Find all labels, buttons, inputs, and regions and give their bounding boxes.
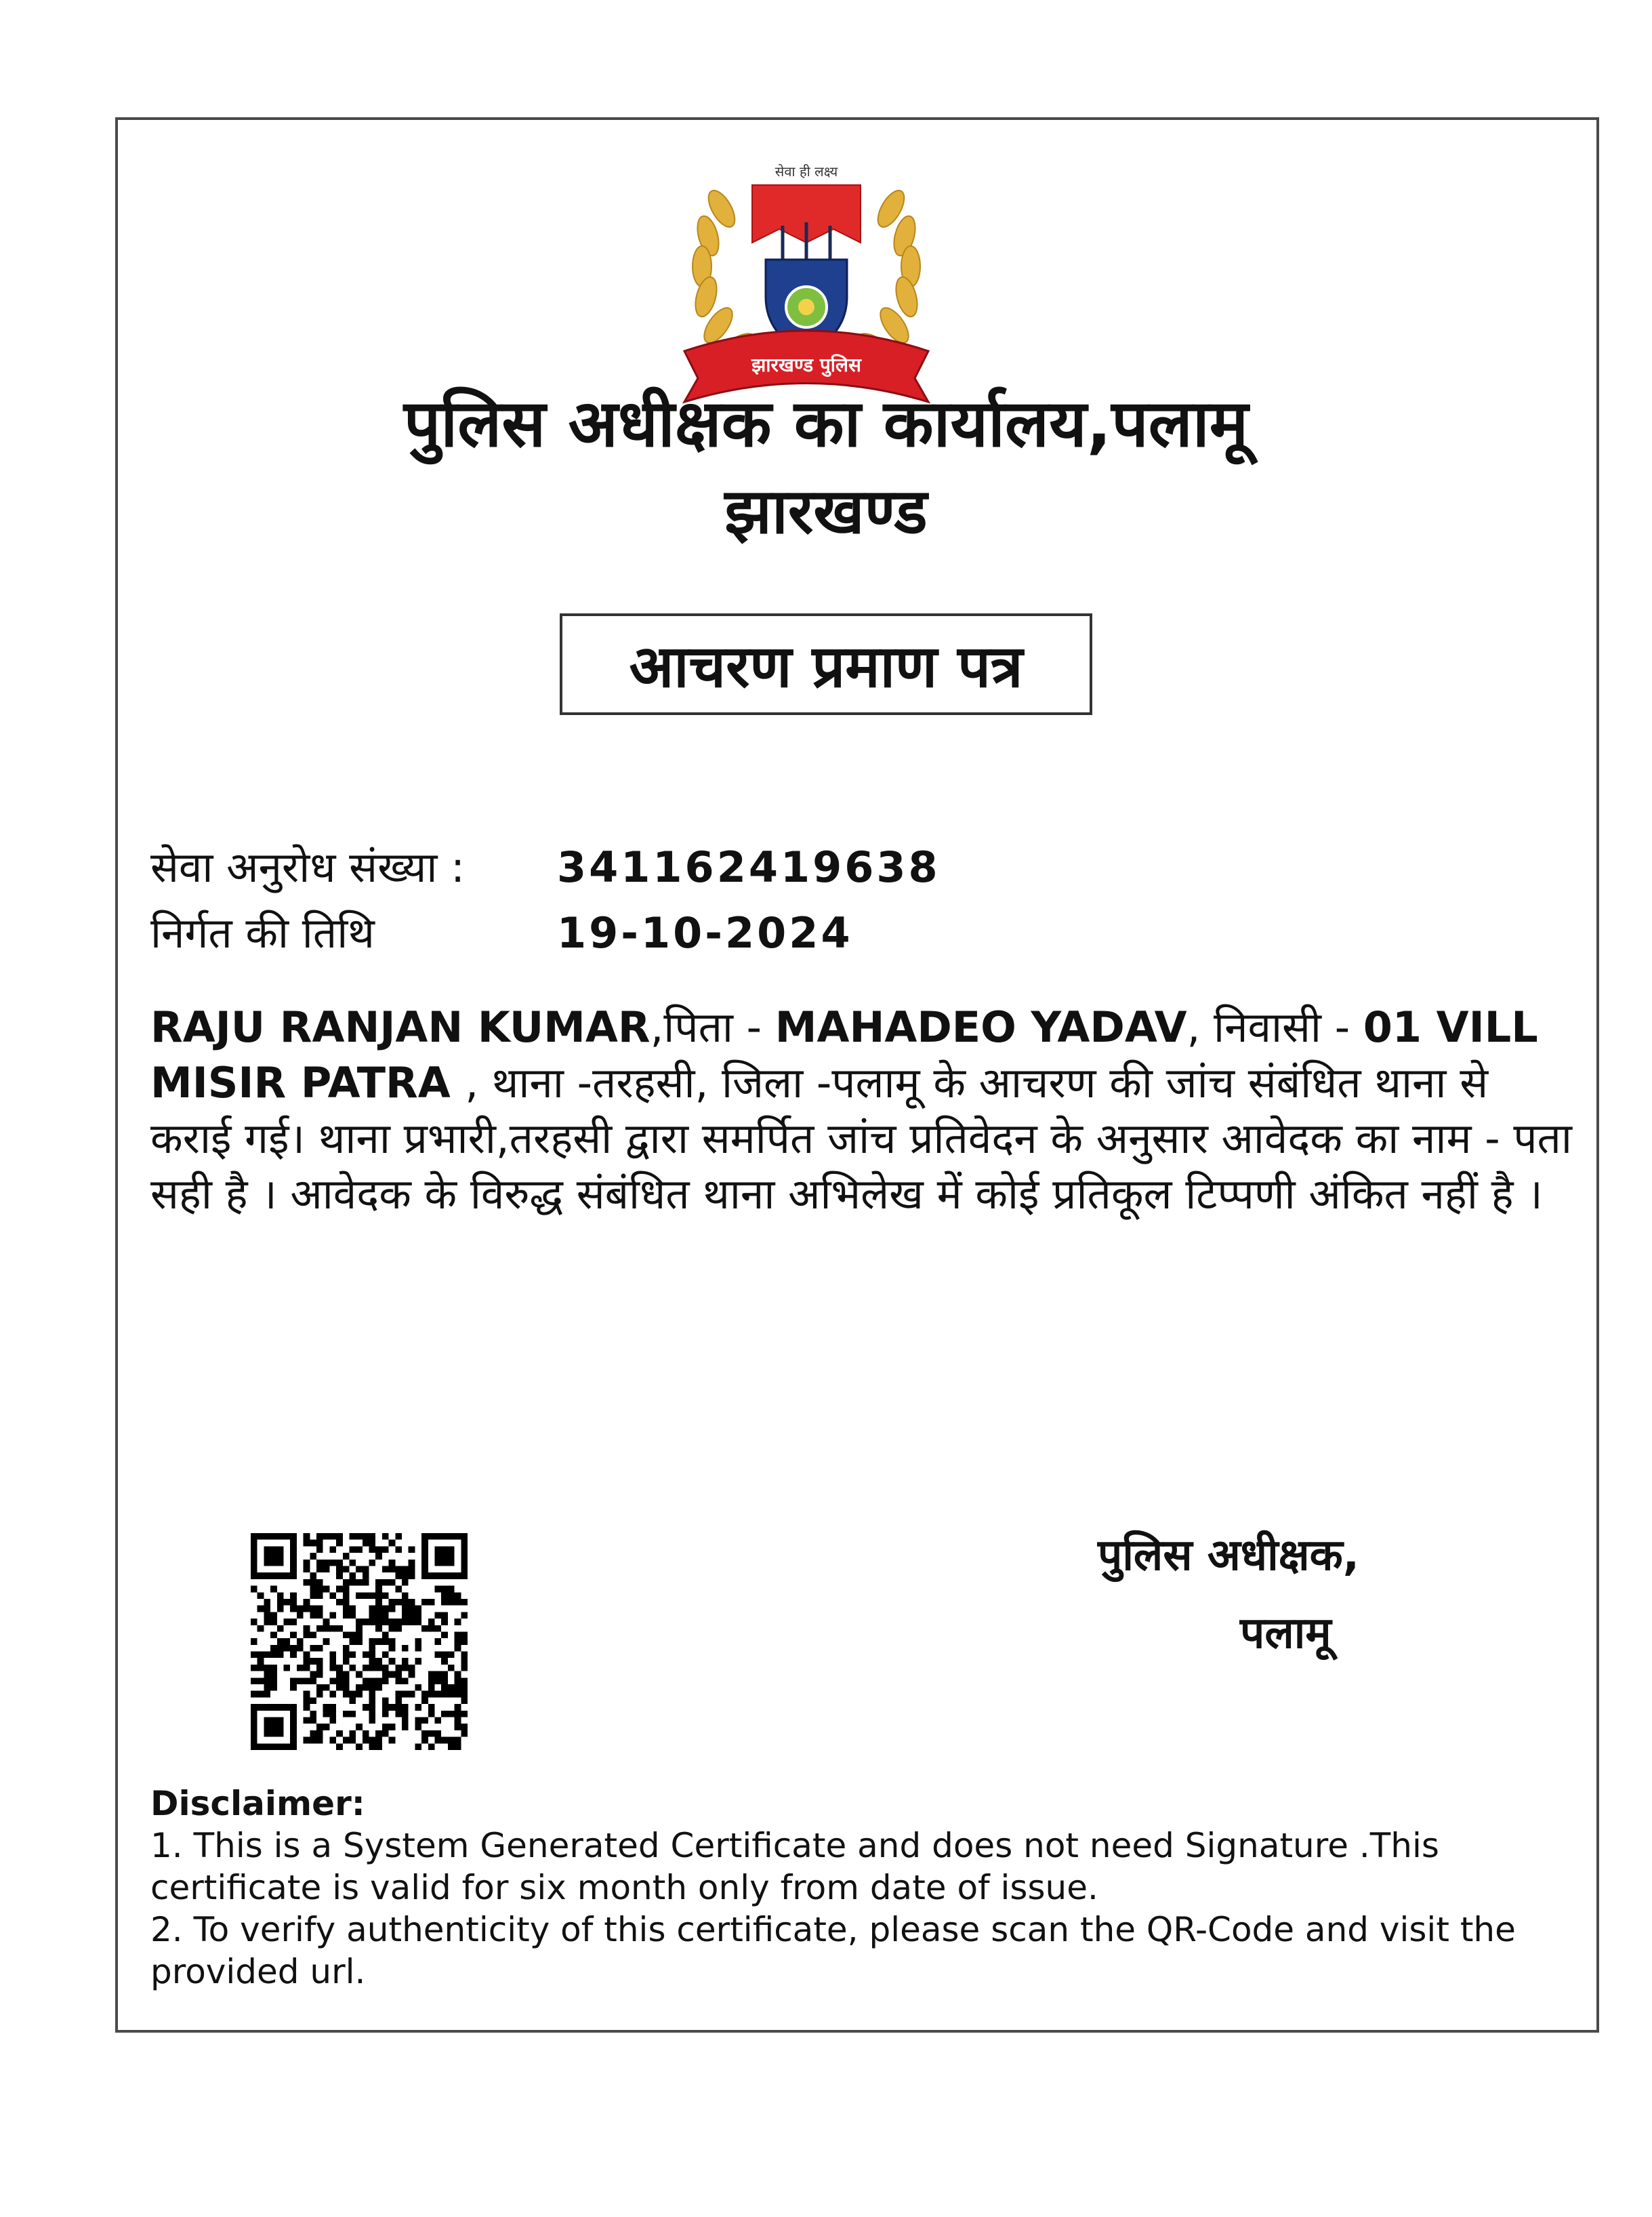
request-number-row [150,837,941,898]
office-title: पुलिस अधीक्षक का कार्यालय,पलामू [403,386,1249,462]
request-number-value: 341162419638 [557,842,941,892]
disclaimer-point-2: 2. To verify authenticity of this certificate, please scan the QR-Code and visit the provided url. [150,1910,1516,1991]
disclaimer-heading: Disclaimer: [150,1784,365,1823]
certificate-body [150,1000,1573,1222]
request-number-label: सेवा अनुरोध संख्या : [150,842,465,892]
qr-code[interactable] [251,1533,468,1750]
emblem-ribbon-text: झारखण्ड पुलिस [751,354,861,376]
father-label: ,पिता - [650,1002,775,1052]
certificate-title-text: आचरण प्रमाण पत्र [629,632,1023,701]
father-name: MAHADEO YADAV [775,1002,1187,1052]
signatory-district: पलामू [1240,1608,1331,1659]
verification-text: , थाना -तरहसी, जिला -पलामू के आचरण की जांच संबंधित थाना से कराई गई। थाना प्रभारी,तरहसी द्वारा समर्पित जांच प्रतिवेदन के अनुसार आवेदक का नाम - पता सही है । आवेदक के विरुद्ध संबंधित थाना अभिलेख में कोई प्रतिकूल टिप्पणी अंकित नहीं है । [150,1058,1572,1219]
emblem-motto: सेवा ही लक्ष्य [775,163,838,180]
signatory-designation: पुलिस अधीक्षक, [1098,1530,1360,1581]
issue-date-row [150,903,853,964]
issue-date-value: 19-10-2024 [557,908,853,958]
state-title: झारखण्ड [724,475,928,548]
disclaimer-point-1: 1. This is a System Generated Certificate and does not need Signature .This certificate is valid for six month only from date of issue. [150,1826,1439,1907]
disclaimer [150,1783,1540,1993]
certificate-title [560,613,1092,715]
resident-label: , निवासी - [1186,1002,1363,1052]
applicant-address: 01 VILL MISIR PATRA [150,1002,1538,1107]
jharkhand-police-emblem [657,148,955,409]
applicant-name: RAJU RANJAN KUMAR [150,1002,651,1052]
issue-date-label: निर्गत की तिथि [150,908,375,958]
